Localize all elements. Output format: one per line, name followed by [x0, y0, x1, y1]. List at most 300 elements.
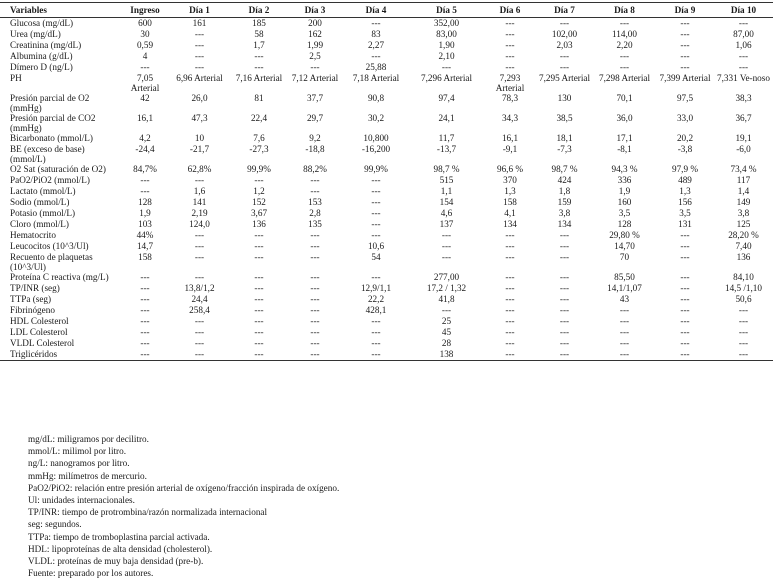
table-cell: ---	[559, 252, 570, 262]
table-cell: 98,7 %	[433, 164, 460, 174]
table-cell: 130	[557, 93, 572, 103]
footnote-line: ng/L: nanogramos por litro.	[28, 458, 130, 469]
table-cell: -6,0	[736, 144, 751, 154]
table-cell: ---	[680, 252, 690, 262]
table-cell: 47,3	[191, 113, 208, 123]
table-cell: ---	[194, 272, 205, 282]
table-cell: ---	[194, 252, 205, 262]
table-cell: 159	[557, 197, 572, 207]
table-cell: 2,8	[309, 208, 321, 218]
table-cell: 38,5	[556, 113, 573, 123]
table-cell: ---	[738, 316, 749, 326]
table-cell: 135	[308, 219, 322, 229]
table-cell: 38,3	[735, 93, 752, 103]
table-cell: 10	[194, 133, 205, 143]
table-cell: 94,3 %	[611, 164, 638, 174]
variable-label: Creatinina (mg/dL)	[10, 40, 82, 50]
variable-label: Dímero D (ng/L)	[10, 62, 73, 72]
table-row	[0, 18, 773, 30]
column-header-dia-7: Día 7	[536, 3, 593, 18]
table-cell: 2,27	[367, 40, 385, 50]
table-row	[0, 93, 773, 113]
table-cell: 1,7	[253, 40, 265, 50]
table-cell: 7,40	[735, 241, 752, 251]
table-cell: 6,96 Arterial	[176, 73, 223, 83]
footnote-line: VLDL: proteínas de muy baja densidad (pre-b).	[28, 556, 204, 567]
table-cell: 28	[441, 338, 452, 348]
table-cell: ---	[559, 294, 570, 304]
table-cell: 134	[557, 219, 572, 229]
variable-label: Urea (mg/dL)	[10, 29, 61, 39]
table-cell: ---	[140, 272, 150, 282]
column-header-dia-10: Día 10	[714, 3, 773, 18]
table-cell: ---	[505, 241, 515, 251]
table-row	[0, 241, 773, 252]
table-cell: ---	[505, 40, 515, 50]
column-header-dia-6: Día 6	[484, 3, 536, 18]
table-cell: ---	[194, 29, 205, 39]
table-row	[0, 175, 773, 186]
table-cell: ---	[680, 283, 690, 293]
table-cell: ---	[680, 29, 690, 39]
table-cell: ---	[254, 175, 264, 185]
table-cell: ---	[619, 51, 630, 61]
variable-label: PH	[10, 73, 22, 83]
table-cell: ---	[310, 327, 320, 337]
table-cell: ---	[505, 338, 515, 348]
table-cell: 24,1	[438, 113, 455, 123]
table-cell: ---	[656, 349, 714, 361]
table-cell: 1,2	[253, 186, 265, 196]
table-cell: ---	[371, 230, 381, 240]
table-cell: 78,3	[501, 93, 519, 103]
table-cell: ---	[680, 18, 690, 28]
table-cell: 424	[557, 175, 572, 185]
footnote-line: PaO2/PiO2: relación entre presión arterial de oxígeno/fracción inspirada de oxígeno.	[28, 482, 340, 493]
table-header-row	[0, 3, 773, 18]
table-cell: ---	[310, 305, 320, 315]
table-cell: 1,06	[735, 40, 752, 50]
table-cell: -27,3	[249, 144, 269, 154]
table-cell: 42	[140, 93, 150, 103]
table-cell: ---	[505, 252, 515, 262]
table-cell: -16,200	[361, 144, 391, 154]
table-cell: ---	[505, 294, 515, 304]
table-cell: 141	[192, 197, 207, 207]
table-cell: ---	[371, 18, 381, 28]
table-cell: 70,1	[616, 93, 633, 103]
table-cell: ---	[505, 62, 515, 72]
table-cell: 3,67	[250, 208, 268, 218]
table-cell: 36,0	[616, 113, 633, 123]
table-cell: 7,296 Arterial	[420, 73, 473, 83]
variable-label: Potasio (mmol/L)	[10, 208, 76, 218]
table-cell: 138	[409, 349, 484, 361]
table-cell: ---	[559, 327, 570, 337]
table-cell: ---	[371, 327, 381, 337]
table-cell: ---	[680, 62, 690, 72]
variable-label: Recuento de plaquetas (10^3/Ul)	[10, 252, 93, 272]
table-row	[0, 51, 773, 62]
table-row	[0, 283, 773, 294]
table-cell: 515	[439, 175, 454, 185]
variable-label: VLDL Colesterol	[10, 338, 75, 348]
table-cell: 131	[678, 219, 692, 229]
table-cell: ---	[194, 40, 205, 50]
table-cell: 154	[439, 197, 454, 207]
table-cell: ---	[441, 305, 452, 315]
column-header-dia-1: Día 1	[168, 3, 231, 18]
variable-label: TP/INR (seg)	[10, 283, 60, 293]
table-row	[0, 230, 773, 241]
table-row	[0, 197, 773, 208]
table-row	[0, 144, 773, 164]
table-cell: ---	[140, 316, 150, 326]
table-cell: 28,20 %	[728, 230, 759, 240]
table-cell: ---	[505, 51, 515, 61]
table-cell: 14,70	[614, 241, 635, 251]
table-cell: 99,9%	[247, 164, 271, 174]
table-cell: ---	[310, 294, 320, 304]
variable-label: Leucocitos (10^3/Ul)	[10, 241, 89, 251]
table-cell: 1,8	[558, 186, 571, 196]
table-cell: ---	[559, 51, 570, 61]
table-cell: 58	[254, 29, 264, 39]
table-cell: ---	[140, 175, 150, 185]
table-row	[0, 73, 773, 93]
table-row	[0, 272, 773, 283]
variable-label: Sodio (mmol/L)	[10, 197, 70, 207]
table-cell: 84,7%	[133, 164, 157, 174]
table-cell: ---	[441, 230, 452, 240]
table-cell: ---	[371, 208, 381, 218]
table-cell: ---	[254, 338, 264, 348]
table-cell: ---	[194, 230, 205, 240]
table-cell: 0,59	[136, 40, 154, 50]
table-cell: ---	[559, 316, 570, 326]
table-cell: 16,1	[136, 113, 154, 123]
table-cell: 3,5	[618, 208, 631, 218]
table-cell: -3,8	[677, 144, 693, 154]
table-cell: ---	[254, 316, 264, 326]
table-cell: ---	[194, 241, 205, 251]
table-cell: ---	[680, 51, 690, 61]
table-cell: ---	[680, 327, 690, 337]
table-cell: 70	[619, 252, 630, 262]
table-cell: ---	[484, 349, 536, 361]
table-cell: 7,331 Ve-noso	[717, 73, 770, 83]
table-cell: ---	[738, 18, 749, 28]
table-row	[0, 305, 773, 316]
table-cell: 200	[308, 18, 322, 28]
table-cell: 370	[503, 175, 517, 185]
table-cell: 41,8	[438, 294, 455, 304]
table-cell: 128	[617, 219, 632, 229]
table-cell: ---	[505, 305, 515, 315]
variable-label: Bicarbonato (mmol/L)	[10, 133, 93, 143]
table-cell: 7,05 Arterial	[130, 73, 160, 93]
table-cell: ---	[371, 316, 381, 326]
variable-label: Cloro (mmol/L)	[10, 219, 69, 229]
table-cell: ---	[194, 175, 205, 185]
table-cell: ---	[441, 252, 452, 262]
table-cell: ---	[441, 62, 452, 72]
table-cell: ---	[619, 327, 630, 337]
table-cell: 84,10	[733, 272, 754, 282]
table-cell: 7,399 Arterial	[659, 73, 711, 83]
table-cell: ---	[140, 62, 150, 72]
table-cell: ---	[371, 186, 381, 196]
table-cell: 83	[371, 29, 381, 39]
table-cell: ---	[371, 338, 381, 348]
table-cell: 7,6	[253, 133, 265, 143]
table-cell: ---	[194, 316, 205, 326]
table-cell: ---	[122, 349, 168, 361]
table-cell: 99,9%	[364, 164, 388, 174]
table-cell: ---	[593, 349, 656, 361]
table-cell: ---	[619, 18, 630, 28]
table-cell: ---	[310, 272, 320, 282]
table-cell: ---	[505, 316, 515, 326]
table-cell: ---	[343, 349, 409, 361]
table-cell: ---	[559, 272, 570, 282]
table-cell: 26,0	[191, 93, 208, 103]
table-cell: 3,5	[679, 208, 691, 218]
variable-label: Proteína C reactiva (mg/L)	[10, 272, 109, 282]
table-cell: ---	[254, 252, 264, 262]
table-cell: 1,6	[193, 186, 206, 196]
table-cell: ---	[254, 327, 264, 337]
column-header-dia-9: Día 9	[656, 3, 714, 18]
variable-label: Lactato (mmol/L)	[10, 186, 76, 196]
table-cell: ---	[505, 29, 515, 39]
table-cell: 90,8	[367, 93, 385, 103]
table-cell: 19,1	[735, 133, 752, 143]
table-cell: 102,00	[551, 29, 578, 39]
table-cell: 96,6 %	[496, 164, 524, 174]
column-header-ingreso: Ingreso	[122, 3, 168, 18]
table-cell: ---	[680, 272, 690, 282]
table-cell: ---	[254, 294, 264, 304]
column-header-dia-5: Día 5	[409, 3, 484, 18]
table-cell: ---	[140, 305, 150, 315]
table-cell: 158	[138, 252, 152, 262]
table-row	[0, 186, 773, 197]
table-cell: -21,7	[189, 144, 210, 154]
table-cell: 4,2	[139, 133, 151, 143]
column-header-dia-4: Día 4	[343, 3, 409, 18]
table-cell: 24,4	[191, 294, 208, 304]
table-cell: ---	[310, 241, 320, 251]
table-cell: ---	[371, 272, 381, 282]
table-row	[0, 219, 773, 230]
table-cell: 37,7	[306, 93, 324, 103]
table-cell: ---	[310, 62, 320, 72]
table-cell: ---	[505, 327, 515, 337]
table-cell: 97,9 %	[671, 164, 699, 174]
table-cell: 20,2	[676, 133, 694, 143]
table-cell: -24,4	[135, 144, 155, 154]
table-cell: ---	[194, 327, 205, 337]
table-cell: 16,1	[501, 133, 519, 143]
table-cell: 29,7	[306, 113, 324, 123]
table-cell: ---	[310, 338, 320, 348]
table-cell: 22,4	[250, 113, 268, 123]
table-row	[0, 40, 773, 51]
table-cell: 158	[503, 197, 517, 207]
table-cell: 98,7 %	[551, 164, 578, 174]
table-cell: 336	[617, 175, 632, 185]
table-cell: 2,20	[616, 40, 633, 50]
table-cell: 1,9	[139, 208, 151, 218]
table-cell: 34,3	[501, 113, 519, 123]
table-cell: 44%	[136, 230, 154, 240]
table-cell: 30	[140, 29, 150, 39]
table-cell: ---	[738, 338, 749, 348]
variable-label: Glucosa (mg/dL)	[10, 18, 74, 28]
table-cell: ---	[714, 349, 773, 361]
table-cell: ---	[559, 62, 570, 72]
table-cell: 160	[617, 197, 632, 207]
table-row	[0, 294, 773, 305]
footnote-line: mg/dL: miligramos por decilitro.	[28, 434, 149, 444]
table-cell: -8,1	[617, 144, 632, 154]
table-cell: -9,1	[502, 144, 518, 154]
table-cell: 2,5	[309, 51, 321, 61]
table-cell: ---	[738, 327, 749, 337]
table-cell: ---	[559, 305, 570, 315]
table-cell: ---	[254, 305, 264, 315]
table-cell: 1,90	[438, 40, 455, 50]
table-cell: ---	[559, 338, 570, 348]
table-cell: 9,2	[309, 133, 321, 143]
table-cell: 7,16 Arterial	[235, 73, 283, 83]
table-cell: ---	[619, 316, 630, 326]
table-cell: 2,10	[438, 51, 455, 61]
table-cell: 81	[254, 93, 264, 103]
table-cell: 25	[441, 316, 452, 326]
table-cell: ---	[371, 51, 381, 61]
table-cell: ---	[738, 62, 749, 72]
table-cell: 1,3	[679, 186, 691, 196]
table-cell: 25,88	[365, 62, 387, 72]
table-cell: 153	[308, 197, 322, 207]
table-row	[0, 316, 773, 327]
variable-label: TTPa (seg)	[10, 294, 52, 304]
table-row	[0, 62, 773, 73]
table-row	[0, 113, 773, 133]
table-cell: ---	[254, 230, 264, 240]
table-cell: 2,19	[191, 208, 208, 218]
table-cell: ---	[168, 349, 231, 361]
table-cell: ---	[254, 241, 264, 251]
table-cell: 50,6	[735, 294, 752, 304]
table-cell: 7,298 Arterial	[598, 73, 651, 83]
table-cell: 14,1/1,07	[607, 283, 642, 293]
table-cell: 489	[678, 175, 692, 185]
table-row	[0, 338, 773, 349]
table-cell: ---	[287, 349, 343, 361]
table-cell: 10,6	[367, 241, 385, 251]
table-cell: ---	[254, 51, 264, 61]
table-cell: ---	[140, 283, 150, 293]
column-header-dia-8: Día 8	[593, 3, 656, 18]
table-cell: ---	[619, 338, 630, 348]
table-cell: 62,8%	[187, 164, 212, 174]
table-cell: ---	[680, 316, 690, 326]
table-cell: ---	[441, 241, 452, 251]
table-cell: 87,00	[733, 29, 754, 39]
table-cell: 185	[252, 18, 266, 28]
table-cell: ---	[559, 230, 570, 240]
table-cell: 7,12 Arterial	[291, 73, 339, 83]
footnote-line: Fuente: preparado por los autores.	[28, 568, 154, 579]
variable-label: Albumina (g/dL)	[10, 51, 73, 61]
table-footnotes	[28, 433, 339, 579]
table-cell: ---	[371, 197, 381, 207]
table-cell: 128	[138, 197, 152, 207]
table-cell: 45	[441, 327, 452, 337]
table-cell: ---	[680, 338, 690, 348]
variable-label: LDL Colesterol	[10, 327, 68, 337]
table-cell: 54	[371, 252, 381, 262]
column-header-dia-3: Día 3	[287, 3, 343, 18]
table-cell: ---	[254, 62, 264, 72]
table-cell: 17,2 / 1,32	[426, 283, 467, 293]
table-row	[0, 327, 773, 338]
table-cell: 103	[138, 219, 152, 229]
table-cell: ---	[559, 241, 570, 251]
table-cell: ---	[680, 294, 690, 304]
table-cell: 73,4 %	[730, 164, 757, 174]
table-row	[0, 29, 773, 40]
footnote-line: TP/INR: tiempo de protrombina/razón normalizada internacional	[28, 507, 268, 518]
lab-results-table	[0, 2, 773, 361]
table-cell: 7,293 Arterial	[495, 73, 525, 93]
variable-label: Triglicéridos	[0, 349, 122, 361]
table-cell: 97,4	[438, 93, 455, 103]
table-cell: 12,9/1,1	[360, 283, 392, 293]
column-header-dia-2: Día 2	[231, 3, 287, 18]
variable-label: O2 Sat (saturación de O2)	[10, 164, 106, 174]
table-cell: 600	[138, 18, 152, 28]
variable-label: BE (exceso de base) (mmol/L)	[10, 144, 85, 164]
table-cell: ---	[140, 338, 150, 348]
table-cell: 29,80 %	[609, 230, 640, 240]
table-cell: 149	[736, 197, 751, 207]
table-cell: 4,1	[504, 208, 516, 218]
table-cell: 161	[192, 18, 207, 28]
table-cell: ---	[140, 186, 150, 196]
variable-label: Fibrinógeno	[10, 305, 55, 315]
table-row	[0, 349, 773, 361]
table-cell: 277,00	[433, 272, 460, 282]
table-cell: ---	[680, 241, 690, 251]
table-cell: 125	[736, 219, 751, 229]
table-cell: ---	[559, 18, 570, 28]
table-cell: ---	[310, 316, 320, 326]
table-cell: 124,0	[189, 219, 210, 229]
table-cell: ---	[194, 62, 205, 72]
table-row	[0, 164, 773, 175]
footnote-line: HDL: lipoproteínas de alta densidad (cholesterol).	[28, 543, 213, 554]
table-cell: 18,1	[556, 133, 573, 143]
table-cell: ---	[310, 230, 320, 240]
table-cell: 7,295 Arterial	[538, 73, 591, 83]
table-cell: 114,00	[612, 29, 637, 39]
table-cell: ---	[310, 175, 320, 185]
table-cell: 1,4	[737, 186, 750, 196]
